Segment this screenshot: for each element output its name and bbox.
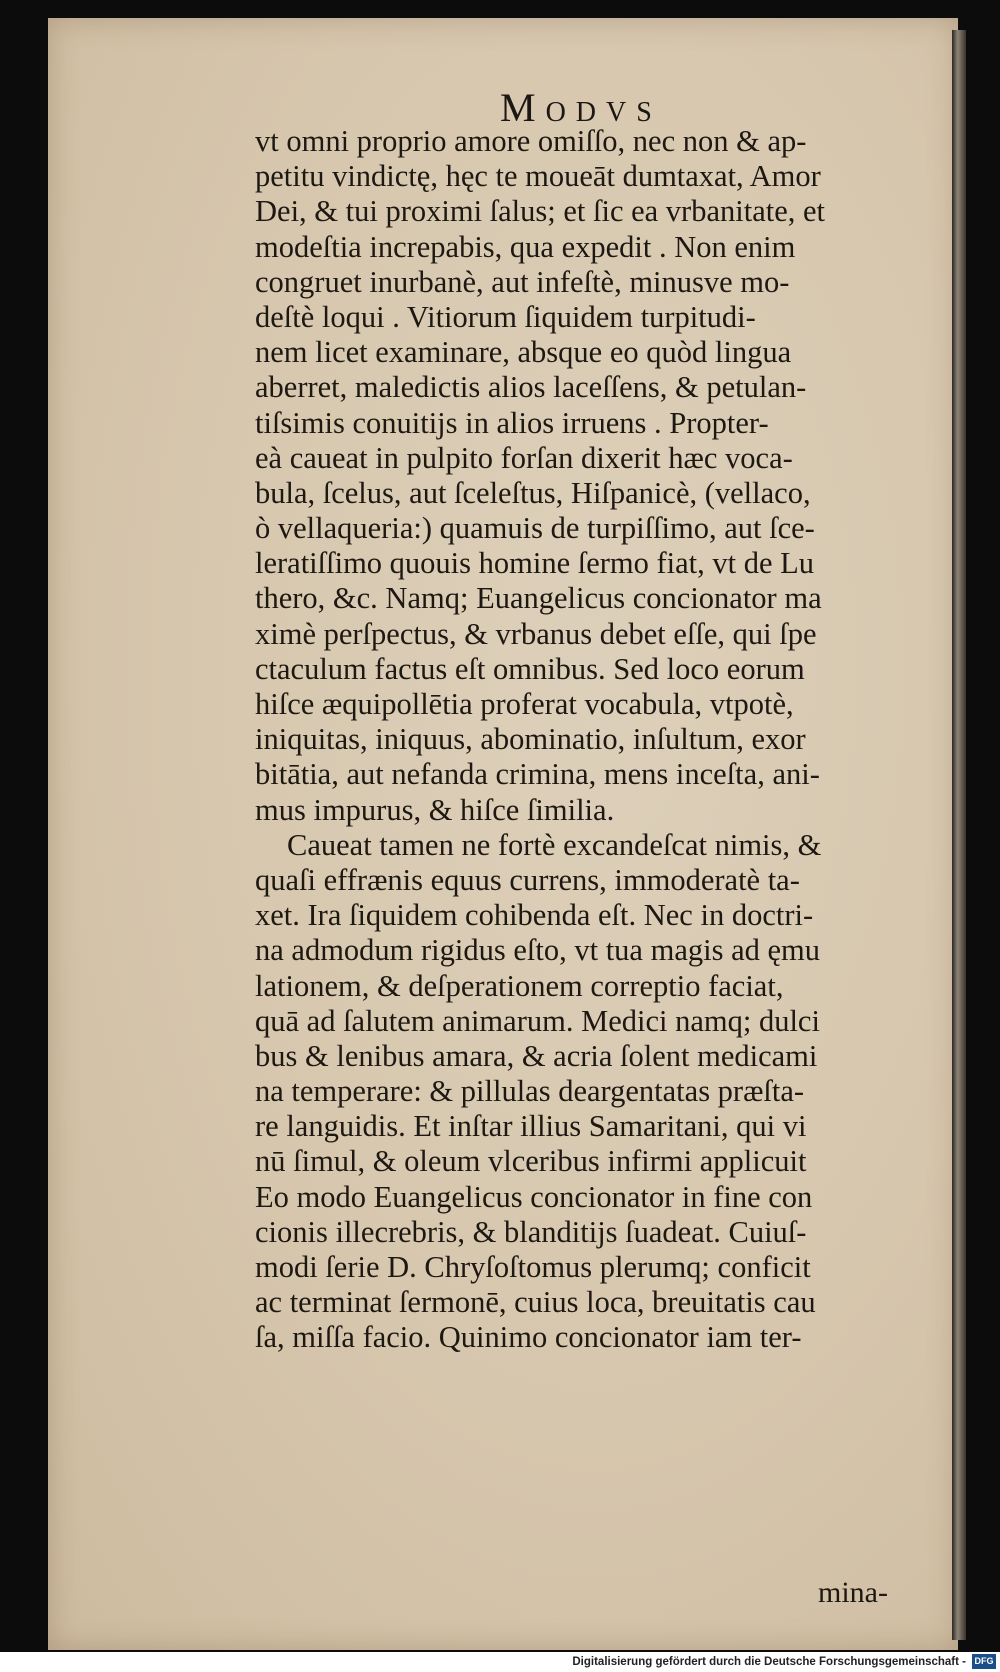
text-line: nū ſimul, & oleum vlceribus infirmi applicuit bbox=[255, 1144, 807, 1179]
footer-credit: Digitalisierung gefördert durch die Deutsche Forschungsgemeinschaft - bbox=[572, 1656, 966, 1668]
text-line: na temperare: & pillulas deargentatas præſta- bbox=[255, 1074, 805, 1109]
text-line: modi ſerie D. Chryſoſtomus plerumq; conficit bbox=[255, 1250, 811, 1284]
text-line: aberret, maledictis alios laceſſens, & petulan- bbox=[255, 370, 807, 405]
text-line: Caueat tamen ne fortè excandeſcat nimis, & bbox=[287, 827, 822, 862]
catchword: mina- bbox=[818, 1576, 888, 1609]
text-line: bula, ſcelus, aut ſceleſtus, Hiſpanicè, (vellaco, bbox=[255, 475, 811, 510]
text-line: deſtè loqui . Vitiorum ſiquidem turpitudi- bbox=[255, 299, 756, 334]
text-line: nem licet examinare, absque eo quòd lingua bbox=[255, 335, 792, 370]
text-line: thero, &c. Namq; Euangelicus concionator ma bbox=[255, 581, 822, 616]
dfg-logo: DFG bbox=[972, 1654, 996, 1669]
text-block bbox=[255, 124, 885, 1356]
page-edge-stack bbox=[952, 30, 966, 1640]
text-line: petitu vindictę, hęc te moueāt dumtaxat, Amor bbox=[255, 159, 821, 194]
text-line: eà caueat in pulpito forſan dixerit hæc voca- bbox=[255, 440, 793, 475]
text-line: quaſi effrænis equus currens, immoderatè ta- bbox=[255, 862, 800, 897]
running-head: Modvs bbox=[500, 85, 662, 130]
text-line: lationem, & deſperationem correptio faciat, bbox=[255, 968, 784, 1003]
text-line: vt omni proprio amore omiſſo, nec non & ap- bbox=[255, 124, 807, 158]
text-line: xet. Ira ſiquidem cohibenda eſt. Nec in doctri- bbox=[255, 898, 814, 933]
text-line: mus impurus, & hiſce ſimilia. bbox=[255, 792, 615, 827]
text-line: na admodum rigidus eſto, vt tua magis ad ęmu bbox=[255, 933, 820, 968]
text-line: tiſsimis conuitijs in alios irruens . Propter- bbox=[255, 405, 769, 440]
text-line: iniquitas, iniquus, abominatio, inſultum, exor bbox=[255, 722, 806, 757]
text-line: hiſce æquipollētia proferat vocabula, vtpotè, bbox=[255, 687, 794, 721]
text-line: Dei, & tui proximi ſalus; et ſic ea vrbanitate, et bbox=[255, 194, 826, 229]
text-line: ò vellaqueria:) quamuis de turpiſſimo, aut ſce- bbox=[255, 511, 815, 546]
text-line: cionis illecrebris, & blanditijs ſuadeat. Cuiuſ- bbox=[255, 1214, 807, 1249]
text-line: ſa, miſſa facio. Quinimo concionator iam ter- bbox=[255, 1320, 802, 1355]
text-line: bus & lenibus amara, & acria ſolent medicami bbox=[255, 1038, 818, 1073]
text-line: Eo modo Euangelicus concionator in fine con bbox=[255, 1179, 813, 1214]
text-line: modeſtia increpabis, qua expedit . Non enim bbox=[255, 229, 796, 264]
text-line: ctaculum factus eſt omnibus. Sed loco eorum bbox=[255, 651, 805, 686]
text-line: re languidis. Et inſtar illius Samaritani, qui vi bbox=[255, 1109, 807, 1144]
text-line: ximè perſpectus, & vrbanus debet eſſe, qui ſpe bbox=[255, 616, 817, 651]
text-line: quā ad ſalutem animarum. Medici namq; dulci bbox=[255, 1003, 820, 1038]
text-line: leratiſſimo quouis homine ſermo fiat, vt de Lu bbox=[255, 546, 815, 581]
text-line: congruet inurbanè, aut infeſtè, minusve mo- bbox=[255, 264, 790, 299]
text-line: ac terminat ſermonē, cuius loca, breuitatis cau bbox=[255, 1285, 816, 1320]
text-line: bitātia, aut nefanda crimina, mens inceſta, ani- bbox=[255, 757, 820, 792]
